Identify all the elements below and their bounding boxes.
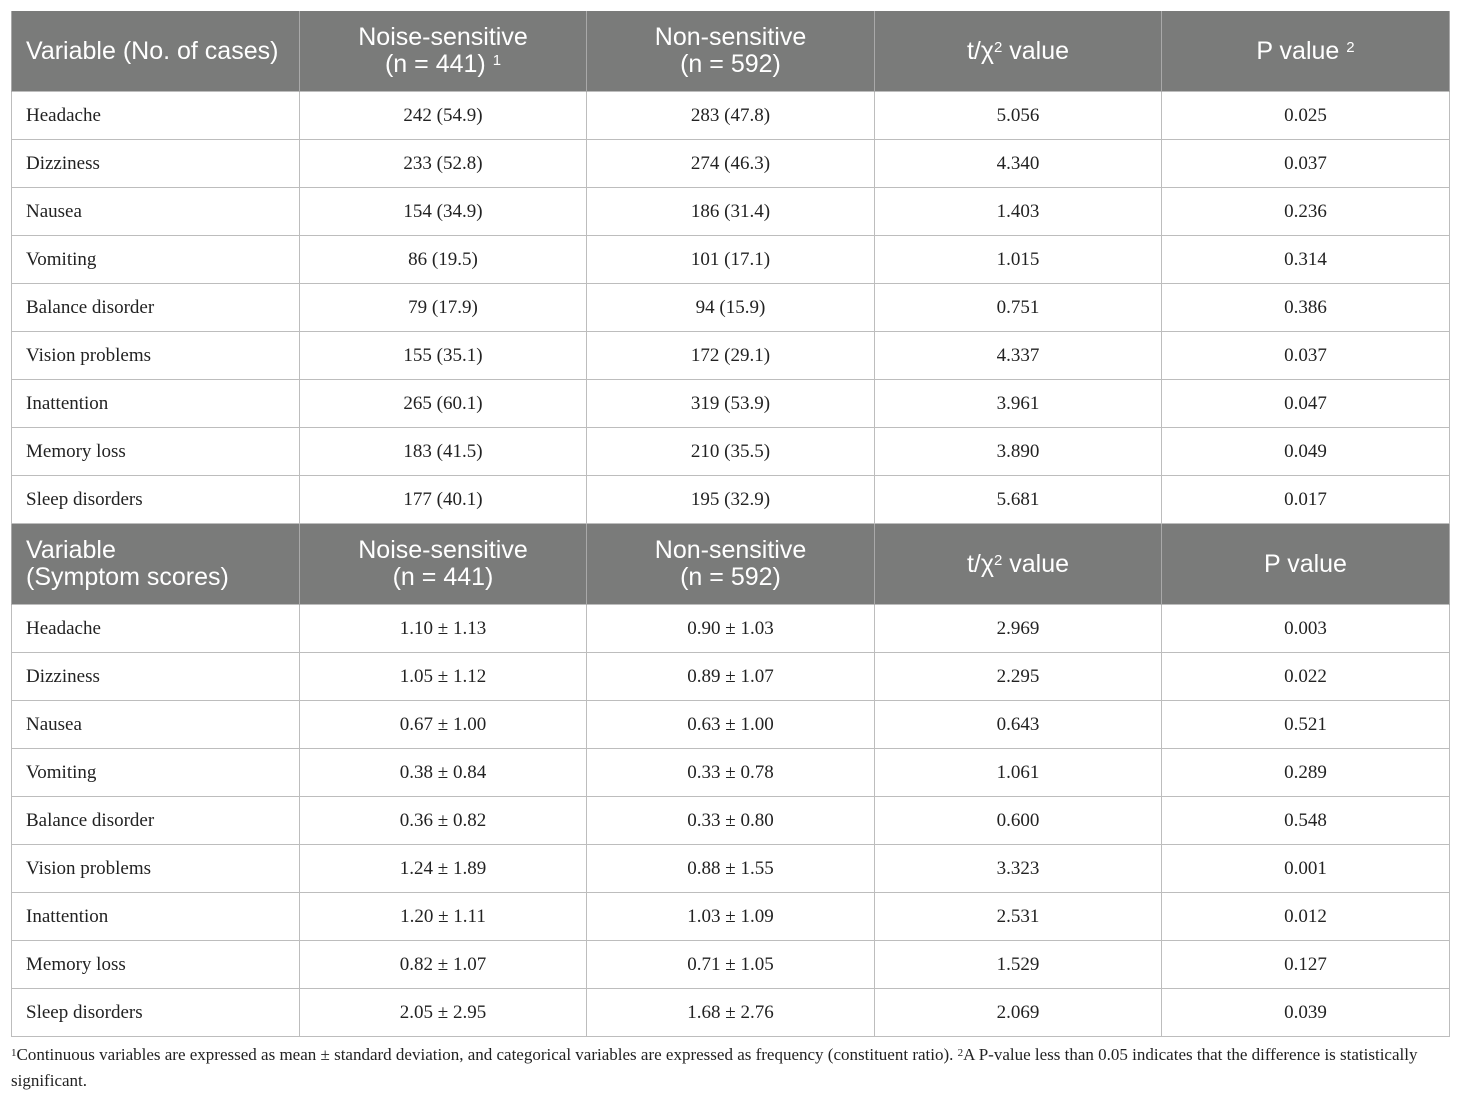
cell-statistic: 2.295 (875, 653, 1162, 701)
cell-non-sensitive: 0.33 ± 0.78 (587, 749, 875, 797)
cell-statistic: 0.751 (875, 284, 1162, 332)
cell-statistic: 1.015 (875, 236, 1162, 284)
cell-p-value: 0.521 (1162, 701, 1450, 749)
header-noise-sensitive: Noise-sensitive (n = 441) $^1$ (300, 11, 587, 92)
table-row (12, 284, 1450, 332)
cell-non-sensitive: 186 (31.4) (587, 188, 875, 236)
cell-p-value: 0.003 (1162, 605, 1450, 653)
cell-statistic: 2.531 (875, 893, 1162, 941)
cell-non-sensitive: 274 (46.3) (587, 140, 875, 188)
cell-statistic: 1.061 (875, 749, 1162, 797)
cell-variable: Sleep disorders (12, 476, 300, 524)
table-row (12, 941, 1450, 989)
cell-statistic: 1.529 (875, 941, 1162, 989)
table-row (12, 476, 1450, 524)
cell-variable: Vision problems (12, 845, 300, 893)
cell-non-sensitive: 283 (47.8) (587, 92, 875, 140)
header-non-sensitive: Non-sensitive (n = 592) (587, 11, 875, 92)
cell-non-sensitive: 0.90 ± 1.03 (587, 605, 875, 653)
cell-non-sensitive: 210 (35.5) (587, 428, 875, 476)
cell-noise-sensitive: 0.38 ± 0.84 (300, 749, 587, 797)
header-non-sensitive: Non-sensitive (n = 592) (587, 524, 875, 605)
table-body (12, 11, 1450, 1037)
cell-noise-sensitive: 177 (40.1) (300, 476, 587, 524)
table-row (12, 797, 1450, 845)
table-row (12, 893, 1450, 941)
table-container (11, 11, 1449, 1037)
data-table (11, 11, 1450, 1037)
table-row (12, 605, 1450, 653)
table-row (12, 92, 1450, 140)
table-row (12, 188, 1450, 236)
cell-variable: Vision problems (12, 332, 300, 380)
table-row (12, 701, 1450, 749)
cell-non-sensitive: 94 (15.9) (587, 284, 875, 332)
header-variable-scores: Variable (Symptom scores) (12, 524, 300, 605)
table-row (12, 140, 1450, 188)
cell-non-sensitive: 172 (29.1) (587, 332, 875, 380)
table-row (12, 653, 1450, 701)
cell-statistic: 3.323 (875, 845, 1162, 893)
table-row (12, 380, 1450, 428)
cell-p-value: 0.548 (1162, 797, 1450, 845)
cell-non-sensitive: 0.33 ± 0.80 (587, 797, 875, 845)
cell-p-value: 0.289 (1162, 749, 1450, 797)
cell-variable: Memory loss (12, 941, 300, 989)
cell-noise-sensitive: 233 (52.8) (300, 140, 587, 188)
cell-p-value: 0.314 (1162, 236, 1450, 284)
cell-p-value: 0.127 (1162, 941, 1450, 989)
cell-p-value: 0.236 (1162, 188, 1450, 236)
cell-noise-sensitive: 79 (17.9) (300, 284, 587, 332)
table-row (12, 236, 1450, 284)
cell-statistic: 2.069 (875, 989, 1162, 1037)
header-statistic: $t/\chi^2$ value (875, 11, 1162, 92)
cell-variable: Memory loss (12, 428, 300, 476)
cell-statistic: 0.643 (875, 701, 1162, 749)
cell-noise-sensitive: 154 (34.9) (300, 188, 587, 236)
cell-noise-sensitive: 86 (19.5) (300, 236, 587, 284)
cell-variable: Nausea (12, 701, 300, 749)
cell-p-value: 0.047 (1162, 380, 1450, 428)
cell-noise-sensitive: 1.10 ± 1.13 (300, 605, 587, 653)
cell-noise-sensitive: 2.05 ± 2.95 (300, 989, 587, 1037)
cell-variable: Sleep disorders (12, 989, 300, 1037)
cell-non-sensitive: 1.68 ± 2.76 (587, 989, 875, 1037)
cell-non-sensitive: 1.03 ± 1.09 (587, 893, 875, 941)
cell-variable: Inattention (12, 893, 300, 941)
cell-noise-sensitive: 242 (54.9) (300, 92, 587, 140)
cell-p-value: 0.012 (1162, 893, 1450, 941)
table-row (12, 428, 1450, 476)
cell-statistic: 4.340 (875, 140, 1162, 188)
cell-variable: Inattention (12, 380, 300, 428)
section2-header-row (12, 524, 1450, 605)
cell-statistic: 0.600 (875, 797, 1162, 845)
cell-statistic: 5.681 (875, 476, 1162, 524)
cell-non-sensitive: 0.88 ± 1.55 (587, 845, 875, 893)
table-row (12, 845, 1450, 893)
cell-statistic: 3.890 (875, 428, 1162, 476)
cell-non-sensitive: 0.71 ± 1.05 (587, 941, 875, 989)
cell-statistic: 2.969 (875, 605, 1162, 653)
cell-p-value: 0.049 (1162, 428, 1450, 476)
cell-non-sensitive: 101 (17.1) (587, 236, 875, 284)
cell-noise-sensitive: 1.24 ± 1.89 (300, 845, 587, 893)
cell-noise-sensitive: 1.05 ± 1.12 (300, 653, 587, 701)
cell-noise-sensitive: 155 (35.1) (300, 332, 587, 380)
cell-noise-sensitive: 1.20 ± 1.11 (300, 893, 587, 941)
cell-variable: Headache (12, 605, 300, 653)
cell-non-sensitive: 0.63 ± 1.00 (587, 701, 875, 749)
cell-p-value: 0.037 (1162, 332, 1450, 380)
cell-noise-sensitive: 0.36 ± 0.82 (300, 797, 587, 845)
cell-noise-sensitive: 0.67 ± 1.00 (300, 701, 587, 749)
header-statistic: $t/\chi^2$ value (875, 524, 1162, 605)
section1-header-row (12, 11, 1450, 92)
cell-statistic: 3.961 (875, 380, 1162, 428)
cell-noise-sensitive: 183 (41.5) (300, 428, 587, 476)
cell-p-value: 0.039 (1162, 989, 1450, 1037)
table-row (12, 332, 1450, 380)
cell-p-value: 0.386 (1162, 284, 1450, 332)
cell-statistic: 4.337 (875, 332, 1162, 380)
table-row (12, 989, 1450, 1037)
cell-variable: Headache (12, 92, 300, 140)
cell-variable: Vomiting (12, 236, 300, 284)
cell-p-value: 0.022 (1162, 653, 1450, 701)
table-row (12, 749, 1450, 797)
cell-p-value: 0.037 (1162, 140, 1450, 188)
header-variable: Variable (No. of cases) (12, 11, 300, 92)
cell-statistic: 5.056 (875, 92, 1162, 140)
cell-noise-sensitive: 0.82 ± 1.07 (300, 941, 587, 989)
header-p-value: P value $^2$ (1162, 11, 1450, 92)
header-p-value: P value (1162, 524, 1450, 605)
cell-variable: Dizziness (12, 140, 300, 188)
cell-p-value: 0.025 (1162, 92, 1450, 140)
cell-non-sensitive: 195 (32.9) (587, 476, 875, 524)
header-noise-sensitive: Noise-sensitive (n = 441) (300, 524, 587, 605)
cell-variable: Nausea (12, 188, 300, 236)
cell-non-sensitive: 0.89 ± 1.07 (587, 653, 875, 701)
cell-variable: Balance disorder (12, 797, 300, 845)
cell-variable: Balance disorder (12, 284, 300, 332)
cell-variable: Vomiting (12, 749, 300, 797)
cell-non-sensitive: 319 (53.9) (587, 380, 875, 428)
cell-noise-sensitive: 265 (60.1) (300, 380, 587, 428)
cell-statistic: 1.403 (875, 188, 1162, 236)
cell-p-value: 0.001 (1162, 845, 1450, 893)
cell-variable: Dizziness (12, 653, 300, 701)
cell-p-value: 0.017 (1162, 476, 1450, 524)
table-footnote: $^1$Continuous variables are expressed as mean ± standard deviation, and categorical variables are expressed as frequency (constituent ratio). $^2$A P-value less than 0.05 indicates that the difference is statistically significant. (11, 1045, 1418, 1090)
